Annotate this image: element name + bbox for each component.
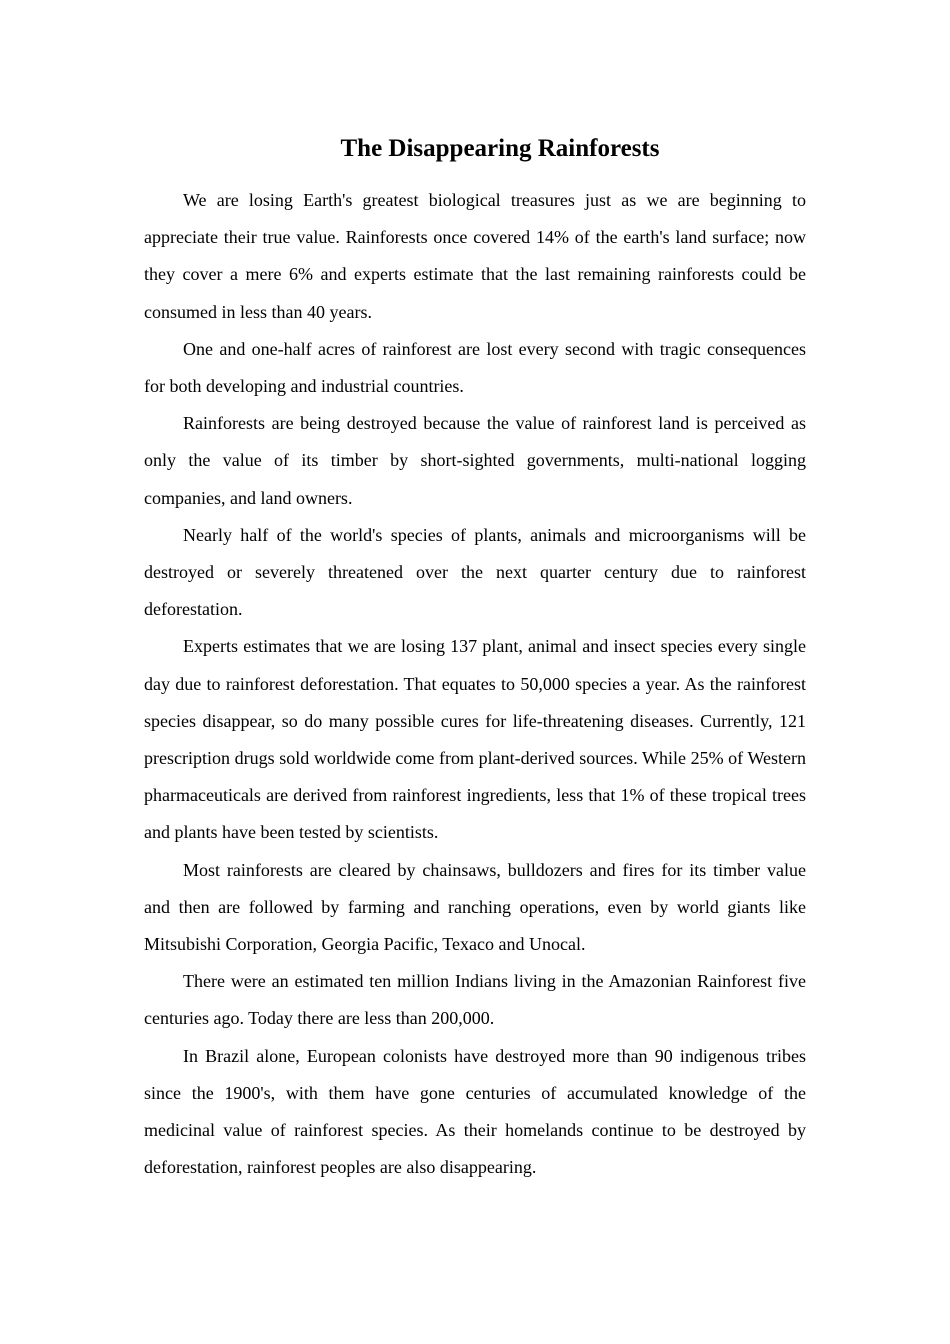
paragraph-7: There were an estimated ten million Indians living in the Amazonian Rainforest five centuries ago. Today there are less than 200,000. <box>144 971 806 1029</box>
paragraph-1: We are losing Earth's greatest biological treasures just as we are beginning to appreciate their true value. Rainforests once covered 14% of the earth's land surface; now they cover a mere 6% and experts estimate that the last remaining rainforests could be consumed in less than 40 years. <box>144 190 806 322</box>
paragraph-8: In Brazil alone, European colonists have destroyed more than 90 indigenous tribes since the 1900's, with them have gone centuries of accumulated knowledge of the medicinal value of rainforest species. As their homelands continue to be destroyed by deforestation, rainforest peoples are also disappearing. <box>144 1045 806 1178</box>
document-page <box>144 126 806 1186</box>
paragraph-5: Experts estimates that we are losing 137 plant, animal and insect species every single day due to rainforest deforestation. That equates to 50,000 species a year. As the rainforest species disappear, so do many possible cures for life-threatening diseases. Currently, 121 prescription drugs sold worldwide come from plant-derived sources. While 25% of Western pharmaceuticals are derived from rainforest ingredients, less that 1% of these tropical trees and plants have been tested by scientists. <box>144 636 806 843</box>
paragraph-3: Rainforests are being destroyed because the value of rainforest land is perceived as only the value of its timber by short-sighted governments, multi-national logging companies, and land owners. <box>144 413 806 508</box>
paragraph-2: One and one-half acres of rainforest are lost every second with tragic consequences for both developing and industrial countries. <box>144 338 806 397</box>
paragraph-4: Nearly half of the world's species of plants, animals and microorganisms will be destroyed or severely threatened over the next quarter century due to rainforest deforestation. <box>144 524 806 620</box>
document-title: The Disappearing Rainforests <box>340 135 660 162</box>
paragraph-6: Most rainforests are cleared by chainsaws, bulldozers and fires for its timber value and then are followed by farming and ranching operations, even by world giants like Mitsubishi Corporation, Georgia Pacific, Texaco and Unocal. <box>144 859 806 955</box>
